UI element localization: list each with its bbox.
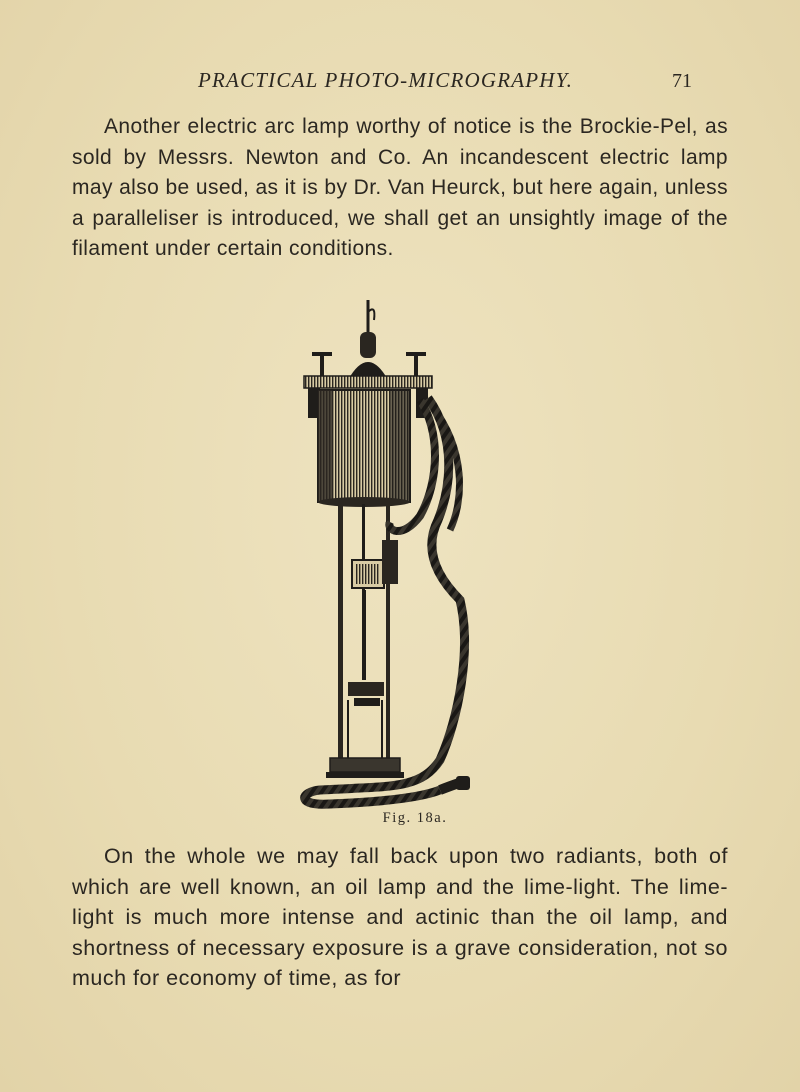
- paragraph-arc-lamp: Another electric arc lamp worthy of notice is the Brockie-Pel, as sold by Messrs. Newton and Co. An incandescent electric lamp may also be used, as it is by Dr. Van Heurck, but here again, unless a paralleliser is introduced, we shall get an unsightly image of the filament under certain conditions.: [72, 115, 728, 260]
- lamp-base: [326, 758, 404, 778]
- running-title: PRACTICAL PHOTO-MICROGRAPHY.: [198, 68, 574, 92]
- guide-rods: [338, 504, 398, 764]
- running-head: [0, 68, 800, 98]
- solenoid-cylinder: [318, 390, 410, 507]
- page-number: 71: [672, 70, 692, 92]
- paragraph-radiants: On the whole we may fall back upon two radiants, both of which are well known, an oil lamp and the lime-light. The lime-light is much more intense and actinic than the oil lamp, and shortness of necessary exposure is a grave consideration, not so much for economy of time, as for: [72, 844, 728, 990]
- figure-caption: Fig. 18a.: [382, 810, 448, 826]
- arc-lamp-illustration: [290, 290, 490, 810]
- arc-lamp-figure: [290, 290, 490, 826]
- top-plate: [304, 376, 432, 388]
- suspension-hook: [348, 300, 388, 380]
